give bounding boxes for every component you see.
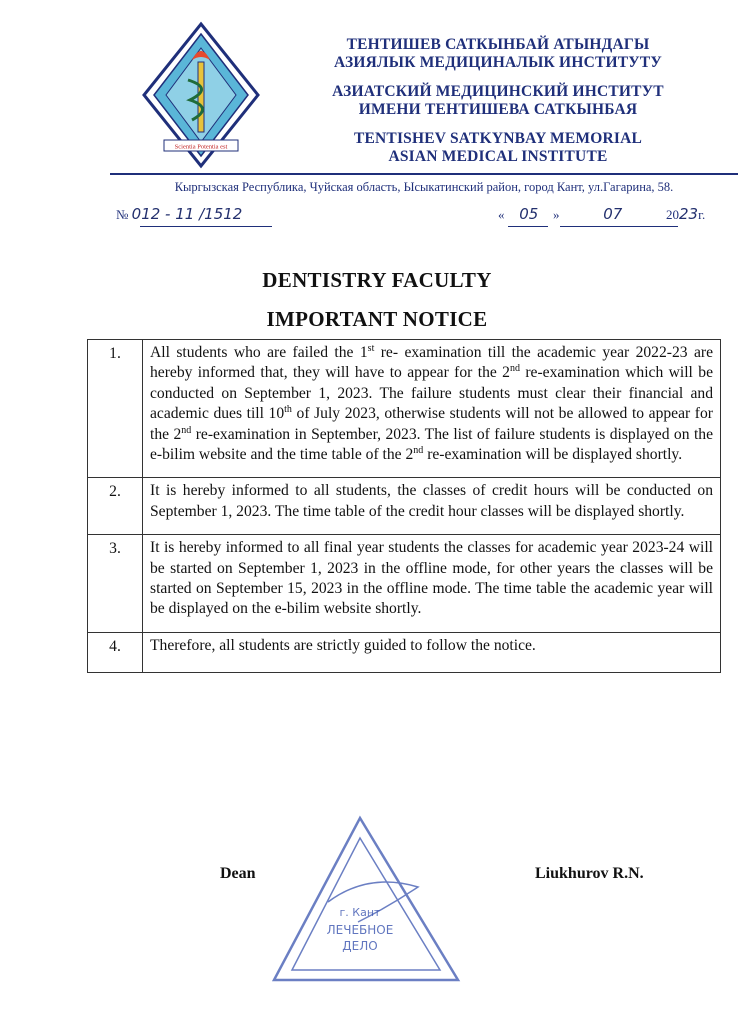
date-day: 05 (519, 205, 539, 223)
item-text: All students who are failed the 1st re- examination till the academic year 2022-23 are hereby informed that, they will have to appear for the 2nd re-examination which will be conducted on September 1, 2023. The failure students must clear their financial and academic dues till 10th of July 2023, otherwise students will not be allowed to appear for the 2nd re-examination in September, 2023. The list of failure students is displayed on the e-bilim website and the time table of the 2nd re-examination will be displayed shortly. (143, 340, 721, 478)
official-stamp (268, 812, 468, 987)
english-name-line1: TENTISHEV SATKYNBAY MEMORIAL (353, 130, 643, 147)
header-rule (110, 173, 738, 175)
year-prefix: 20 (666, 207, 679, 222)
registration-number (116, 205, 242, 223)
registration-date: « 05 » 07 2023г. (498, 205, 706, 223)
russian-name-line2: ИМЕНИ ТЕНТИШЕВА САТКЫНБАЯ (358, 101, 638, 118)
number-underline (140, 226, 272, 227)
item-number: 1. (88, 340, 143, 478)
stamp-line1: ЛЕЧЕБНОЕ (326, 923, 394, 937)
russian-name-line1: АЗИАТСКИЙ МЕДИЦИНСКИЙ ИНСТИТУТ (332, 83, 664, 100)
stamp-city: г. Кант (339, 906, 381, 919)
address-line: Кыргызская Республика, Чуйская область, Ысыкатинский район, город Кант, ул.Гагарина, 58. (174, 180, 674, 194)
item-number: 4. (88, 632, 143, 672)
date-month: 07 (603, 205, 623, 223)
notice-row (88, 340, 721, 478)
item-text: It is hereby informed to all final year students the classes for academic year 2023-24 will be started on September 1, 2023 in the offline mode, for other years the classes will be started on September 15, 2023 in the offline mode. The time table the academic year will be displayed on the e-bilim website shortly. (143, 535, 721, 633)
kyrgyz-name-line2: АЗИЯЛЫК МЕДИЦИНАЛЫК ИНСТИТУТУ (334, 54, 662, 71)
kyrgyz-name-line1: ТЕНТИШЕВ САТКЫНБАЙ АТЫНДАГЫ (346, 36, 650, 53)
notice-row (88, 478, 721, 535)
notice-row (88, 535, 721, 633)
number-prefix: № (116, 207, 129, 222)
notice-row (88, 632, 721, 672)
dean-name: Liukhurov R.N. (535, 865, 644, 882)
number-value: 012 - 11 /1512 (131, 205, 243, 223)
month-underline (560, 226, 678, 227)
item-number: 3. (88, 535, 143, 633)
notice-table (87, 339, 721, 673)
logo-motto: Scientia Potentia est (174, 143, 228, 151)
day-underline (508, 226, 548, 227)
item-text: Therefore, all students are strictly guided to follow the notice. (143, 632, 721, 672)
notice-heading: IMPORTANT NOTICE (266, 307, 488, 331)
item-number: 2. (88, 478, 143, 535)
year-end: г. (698, 207, 706, 222)
year-suffix: 23 (679, 205, 699, 223)
item-text: It is hereby informed to all students, the classes of credit hours will be conducted on September 1, 2023. The time table of the credit hour classes will be displayed shortly. (143, 478, 721, 535)
faculty-heading: DENTISTRY FACULTY (262, 268, 492, 292)
institute-logo (140, 20, 262, 170)
english-name-line2: ASIAN MEDICAL INSTITUTE (388, 148, 608, 165)
stamp-line2: ДЕЛО (342, 939, 378, 953)
dean-title: Dean (220, 865, 256, 882)
